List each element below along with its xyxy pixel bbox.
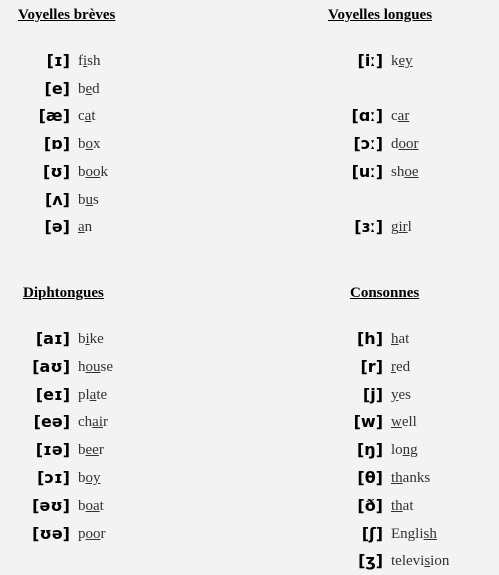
example-word: [391, 551, 449, 571]
heading-voyelles-longues: Voyelles longues: [328, 7, 433, 23]
example-word-suffix: sh: [87, 53, 101, 69]
example-word-prefix: d: [391, 136, 399, 152]
ipa-symbol: [ʊə]: [32, 524, 70, 543]
example-word-highlight: ng: [402, 442, 418, 458]
example-word-prefix: b: [78, 498, 86, 514]
example-word-prefix: Engli: [391, 526, 424, 542]
ipa-symbol: [w]: [353, 412, 383, 431]
example-word: [391, 468, 430, 488]
example-word: [391, 496, 414, 516]
example-word-suffix: es: [398, 387, 411, 403]
example-word-highlight: e: [85, 81, 93, 97]
example-cell: [391, 524, 499, 544]
example-word-suffix: ion: [430, 553, 450, 569]
example-cell: [78, 79, 188, 99]
example-word-highlight: oo: [85, 526, 101, 542]
example-word: [391, 440, 418, 460]
example-word-highlight: s: [424, 553, 431, 569]
example-word-highlight: th: [391, 470, 403, 486]
ipa-symbol: [ɑː]: [351, 106, 383, 125]
example-cell: [391, 162, 499, 182]
example-word-prefix: televi: [391, 553, 425, 569]
ipa-symbol: [ɪə]: [35, 440, 70, 459]
example-word-prefix: sh: [391, 164, 405, 180]
example-word-prefix: ch: [78, 414, 93, 430]
example-word-highlight: a: [78, 219, 85, 235]
example-cell: [391, 496, 499, 516]
example-word-highlight: ar: [397, 108, 410, 124]
example-word-highlight: o: [85, 136, 93, 152]
example-word-highlight: oo: [85, 164, 101, 180]
ipa-symbol: [ʒ]: [358, 551, 383, 570]
ipa-symbol: [ɒ]: [43, 134, 70, 153]
example-word-prefix: k: [391, 53, 399, 69]
example-word-highlight: oy: [85, 470, 101, 486]
ipa-symbol: [æ]: [38, 106, 70, 125]
ipa-symbol: [ʌ]: [44, 190, 70, 209]
example-word-highlight: ai: [92, 414, 103, 430]
example-word-prefix: b: [78, 442, 86, 458]
ipa-symbol: [aɪ]: [35, 329, 70, 348]
ipa-symbol: [h]: [356, 329, 383, 348]
example-word: [391, 217, 412, 237]
example-word-highlight: oe: [404, 164, 419, 180]
example-word-suffix: t: [99, 498, 104, 514]
example-word-suffix: ke: [89, 331, 104, 347]
heading-consonnes: Consonnes: [350, 285, 420, 301]
example-word-prefix: p: [78, 526, 86, 542]
example-word-highlight: oa: [85, 498, 100, 514]
symbol-cell: [0, 190, 70, 210]
example-word-suffix: at: [398, 331, 410, 347]
ipa-symbol: [ŋ]: [356, 440, 383, 459]
example-word-highlight: a: [89, 387, 97, 403]
example-cell: [391, 217, 499, 237]
example-word: [391, 51, 413, 71]
example-word-prefix: c: [78, 108, 85, 124]
example-word-suffix: te: [96, 387, 108, 403]
example-word-suffix: r: [100, 526, 106, 542]
symbol-cell: [0, 217, 383, 237]
example-cell: [391, 134, 499, 154]
example-word-highlight: oor: [398, 136, 419, 152]
ipa-symbol: [e]: [44, 79, 70, 98]
example-word: [391, 357, 410, 377]
example-cell: [391, 551, 499, 571]
example-word-suffix: ed: [396, 359, 411, 375]
example-cell: [78, 190, 188, 210]
example-word: [78, 79, 100, 99]
example-word-highlight: ir: [398, 219, 408, 235]
example-word: [391, 385, 411, 405]
symbol-cell: [0, 496, 383, 516]
symbol-cell: [0, 134, 383, 154]
ipa-symbol: [ʃ]: [361, 524, 383, 543]
ipa-symbol: [ʊ]: [43, 162, 70, 181]
ipa-symbol: [iː]: [357, 51, 383, 70]
ipa-symbol: [əʊ]: [32, 496, 70, 515]
example-word: [78, 190, 99, 210]
example-word-highlight: th: [391, 498, 403, 514]
example-word-highlight: sh: [423, 526, 437, 542]
example-word-prefix: b: [78, 136, 86, 152]
example-cell: [391, 385, 499, 405]
example-word-prefix: b: [78, 164, 86, 180]
example-word: [391, 329, 409, 349]
example-word: [391, 524, 437, 544]
ipa-symbol: [ð]: [357, 496, 383, 515]
symbol-cell: [0, 79, 70, 99]
example-word-suffix: at: [402, 498, 414, 514]
symbol-cell: [0, 468, 383, 488]
example-word-highlight: i: [85, 331, 90, 347]
example-word-highlight: ou: [85, 359, 101, 375]
example-word: [391, 162, 419, 182]
example-word-suffix: d: [92, 81, 100, 97]
example-word-suffix: r: [103, 414, 108, 430]
example-word-prefix: lo: [391, 442, 403, 458]
symbol-cell: [0, 440, 383, 460]
symbol-cell: [0, 385, 383, 405]
example-word-prefix: g: [391, 219, 399, 235]
example-cell: [391, 357, 499, 377]
ipa-symbol: [aʊ]: [32, 357, 70, 376]
example-cell: [391, 51, 499, 71]
ipa-symbol: [θ]: [357, 468, 383, 487]
example-word-suffix: x: [93, 136, 101, 152]
example-word-suffix: s: [93, 192, 99, 208]
ipa-symbol: [ɪ]: [46, 51, 70, 70]
example-word-highlight: h: [391, 331, 399, 347]
ipa-symbol: [ɔː]: [353, 134, 383, 153]
example-cell: [391, 440, 499, 460]
symbol-cell: [0, 51, 383, 71]
ipa-symbol: [uː]: [351, 162, 383, 181]
example-word-suffix: k: [100, 164, 108, 180]
example-word-prefix: b: [78, 331, 86, 347]
example-word-suffix: ell: [401, 414, 417, 430]
ipa-symbol: [eə]: [33, 412, 70, 431]
symbol-cell: [0, 329, 383, 349]
example-cell: [391, 106, 499, 126]
example-word-suffix: l: [407, 219, 412, 235]
example-word-prefix: b: [78, 192, 86, 208]
example-word: [391, 106, 409, 126]
example-word-suffix: r: [98, 442, 104, 458]
example-word: [391, 134, 419, 154]
example-word-prefix: h: [78, 359, 86, 375]
ipa-symbol: [ə]: [44, 217, 70, 236]
example-word-prefix: b: [78, 470, 86, 486]
example-word-highlight: ey: [398, 53, 413, 69]
ipa-symbol: [j]: [362, 385, 383, 404]
ipa-symbol: [r]: [360, 357, 383, 376]
example-cell: [391, 329, 499, 349]
example-word-highlight: r: [391, 359, 396, 375]
heading-diphtongues: Diphtongues: [23, 285, 104, 301]
symbol-cell: [0, 524, 383, 544]
example-word-suffix: anks: [402, 470, 431, 486]
example-word-prefix: c: [391, 108, 398, 124]
example-cell: [391, 468, 499, 488]
symbol-cell: [0, 106, 383, 126]
example-word-highlight: u: [85, 192, 93, 208]
symbol-cell: [0, 412, 383, 432]
symbol-cell: [0, 357, 383, 377]
example-word-suffix: se: [100, 359, 113, 375]
example-word-highlight: i: [83, 53, 88, 69]
example-word-highlight: a: [84, 108, 92, 124]
ipa-symbol: [eɪ]: [35, 385, 70, 404]
example-cell: [391, 412, 499, 432]
heading-voyelles-breves: Voyelles brèves: [18, 7, 116, 23]
example-word-prefix: f: [78, 53, 83, 69]
example-word: [391, 412, 417, 432]
example-word-prefix: b: [78, 81, 86, 97]
example-word-highlight: ee: [85, 442, 99, 458]
symbol-cell: [0, 162, 383, 182]
ipa-symbol: [ɜː]: [354, 217, 383, 236]
example-word-suffix: t: [91, 108, 96, 124]
example-word-prefix: pl: [78, 387, 90, 403]
example-word-highlight: y: [391, 387, 399, 403]
example-word-highlight: w: [391, 414, 402, 430]
example-word-suffix: n: [84, 219, 93, 235]
ipa-symbol: [ɔɪ]: [37, 468, 70, 487]
symbol-cell: [0, 551, 383, 571]
